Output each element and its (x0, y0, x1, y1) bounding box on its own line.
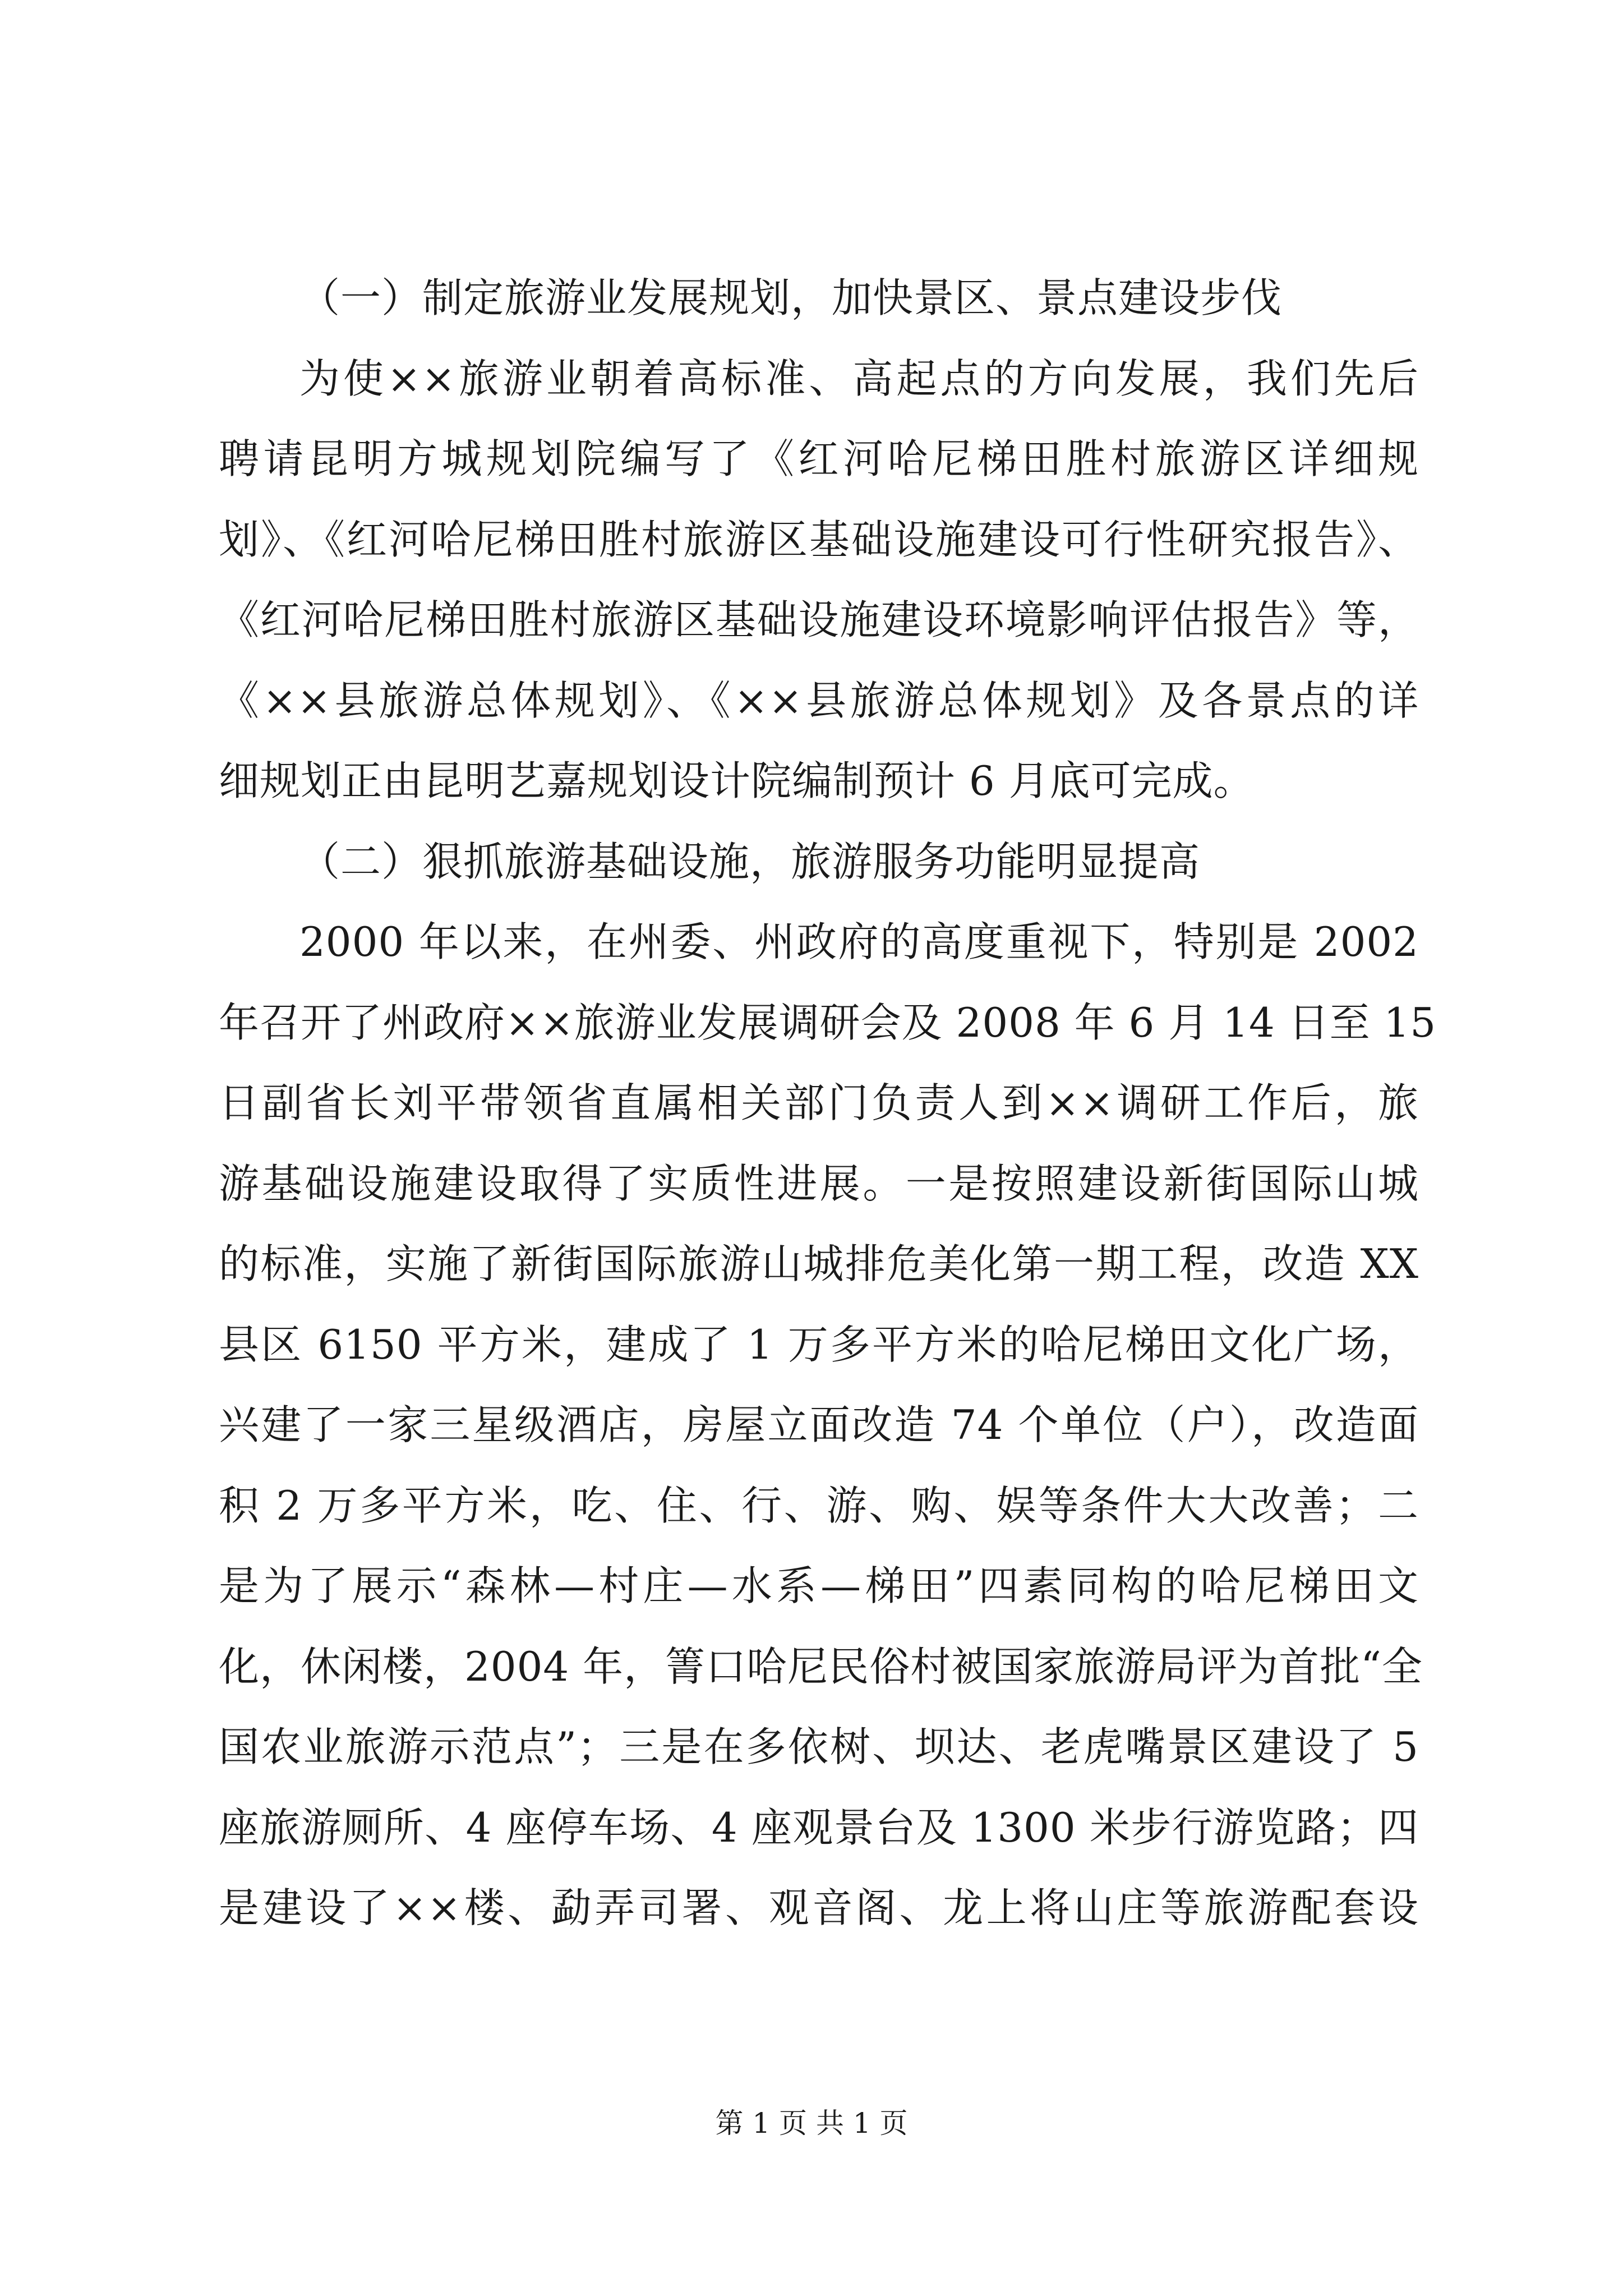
section-heading-2: （二）狠抓旅游基础设施，旅游服务功能明显提高 (299, 838, 1201, 885)
paragraph-line: 《××县旅游总体规划》、《××县旅游总体规划》及各景点的详 (219, 677, 1419, 724)
paragraph-line: 为使××旅游业朝着高标准、高起点的方向发展，我们先后 (299, 355, 1419, 402)
paragraph-line: 2000 年以来，在州委、州政府的高度重视下，特别是 2002 (299, 918, 1419, 965)
paragraph-line: 积 2 万多平方米，吃、住、行、游、购、娱等条件大大改善；二 (219, 1481, 1419, 1529)
document-body (219, 258, 1437, 1949)
paragraph-line: 《红河哈尼梯田胜村旅游区基础设施建设环境影响评估报告》等， (219, 596, 1419, 643)
paragraph-line: 县区 6150 平方米，建成了 1 万多平方米的哈尼梯田文化广场， (219, 1320, 1419, 1368)
page-footer (0, 2101, 1623, 2141)
paragraph-line: 是建设了××楼、勐弄司署、观音阁、龙上将山庄等旅游配套设 (219, 1884, 1419, 1931)
paragraph-line: 化，休闲楼，2004 年，箐口哈尼民俗村被国家旅游局评为首批“全 (219, 1642, 1423, 1690)
paragraph-line: 聘请昆明方城规划院编写了《红河哈尼梯田胜村旅游区详细规 (219, 435, 1419, 482)
paragraph-line: 兴建了一家三星级酒店，房屋立面改造 74 个单位（户），改造面 (219, 1401, 1419, 1448)
paragraph-line: 国农业旅游示范点”；三是在多依树、坝达、老虎嘴景区建设了 5 (219, 1723, 1419, 1770)
section-heading-1: （一）制定旅游业发展规划，加快景区、景点建设步伐 (299, 274, 1283, 321)
paragraph-line: 游基础设施建设取得了实质性进展。一是按照建设新街国际山城 (219, 1159, 1419, 1207)
paragraph-line: 日副省长刘平带领省直属相关部门负责人到××调研工作后，旅 (219, 1079, 1419, 1126)
paragraph-line: 的标准，实施了新街国际旅游山城排危美化第一期工程，改造 XX (219, 1240, 1419, 1287)
paragraph-line: 年召开了州政府××旅游业发展调研会及 2008 年 6 月 14 日至 15 (219, 999, 1437, 1046)
paragraph-line: 座旅游厕所、4 座停车场、4 座观景台及 1300 米步行游览路；四 (219, 1803, 1419, 1851)
paragraph-line: 细规划正由昆明艺嘉规划设计院编制预计 6 月底可完成。 (219, 757, 1255, 804)
page-number-label: 第 1 页 共 1 页 (715, 2107, 908, 2139)
paragraph-line: 是为了展示“森林—村庄—水系—梯田”四素同构的哈尼梯田文 (219, 1562, 1419, 1609)
paragraph-line: 划》、《红河哈尼梯田胜村旅游区基础设施建设可行性研究报告》、 (219, 516, 1419, 563)
